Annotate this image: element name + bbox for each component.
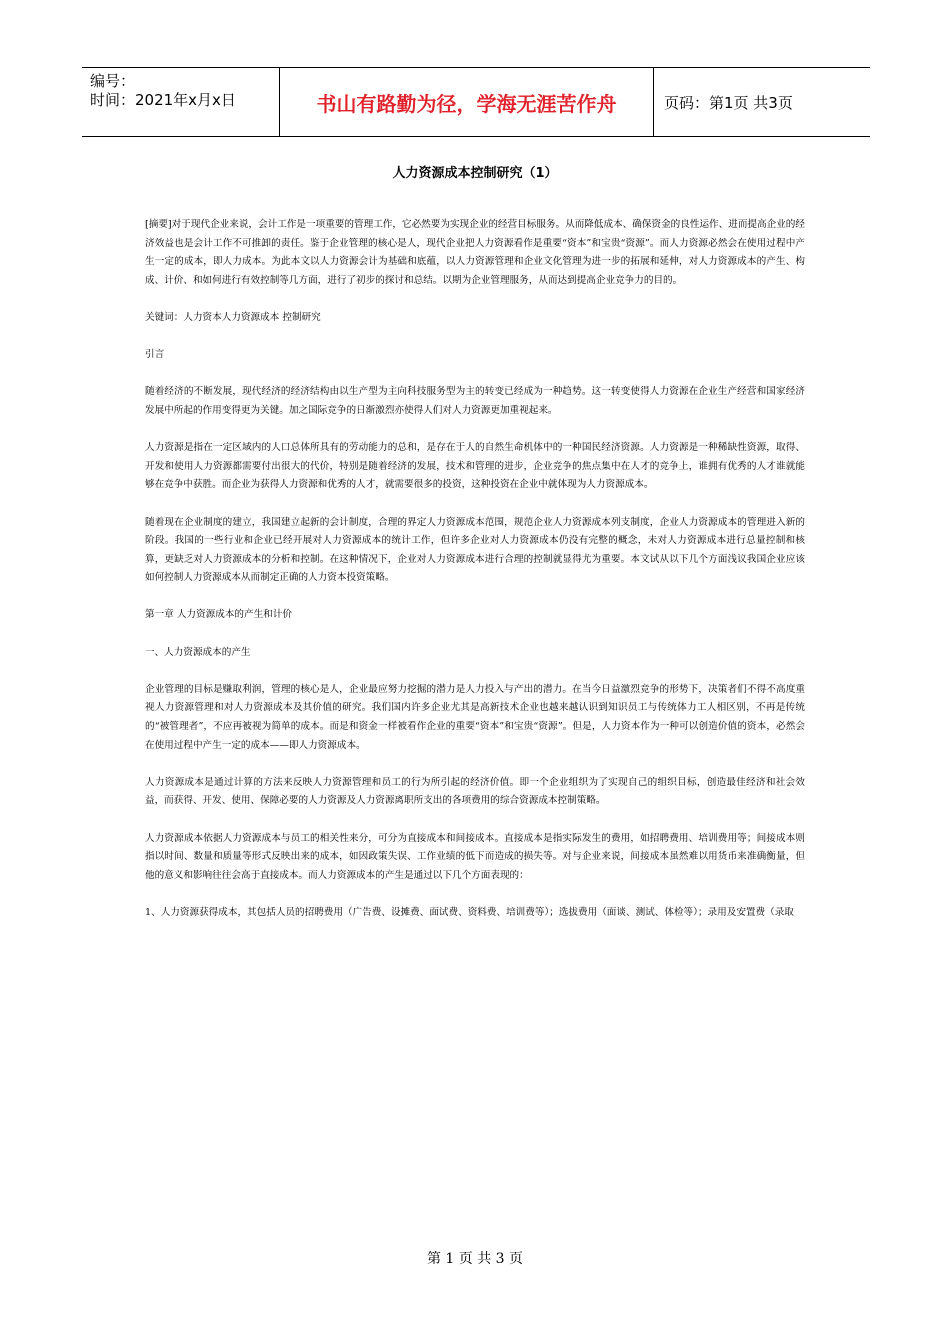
body-paragraph: 人力资源成本是通过计算的方法来反映人力资源管理和员工的行为所引起的经济价值。即一个企业组织为了实现自己的组织目标，创造最佳经济和社会效益，而获得、开发、使用、保障必要的人力资源及人力资源离职所支出的各项费用的综合资源成本控制策略。: [145, 776, 805, 807]
keywords-line: 关键词：人力资本人力资源成本 控制研究: [145, 311, 321, 323]
abstract-paragraph: [摘要]对于现代企业来说，会计工作是一项重要的管理工作，它必然要为实现企业的经营目标服务。从而降低成本、确保资金的良性运作、进而提高企业的经济效益也是会计工作不可推卸的责任。鉴于企业管理的核心是人，现代企业把人力资源看作是重要“资本”和宝贵“资源”。而人力资源必然会在使用过程中产生一定的成本，即人力成本。为此本文以人力资源会计为基础和底蕴，以人力资源管理和企业文化管理为进一步的拓展和延伸，对人力资源成本的产生、构成、计价、和如何进行有效控制等几方面，进行了初步的探讨和总结。以期为企业管理服务，从而达到提高企业竞争力的目的。: [145, 219, 805, 286]
document-date-label: 时间：2021年x月x日: [90, 91, 236, 109]
page-footer: 第 1 页 共 3 页: [426, 1251, 524, 1267]
body-paragraph: 随着经济的不断发展，现代经济的经济结构由以生产型为主向科技服务型为主的转变已经成为一种趋势。这一转变使得人力资源在企业生产经营和国家经济发展中所起的作用变得更为关键。加之国际竞争的日渐激烈亦使得人们对人力资源更加重视起来。: [145, 386, 805, 416]
body-paragraph: 人力资源成本依据人力资源成本与员工的相关性来分，可分为直接成本和间接成本。直接成本是指实际发生的费用，如招聘费用、培训费用等；间接成本则指以时间、数量和质量等形式反映出来的成本，如因政策失误、工作业绩的低下而造成的损失等。对与企业来说，间接成本虽然难以用货币来准确衡量，但他的意义和影响往往会高于直接成本。而人力资源成本的产生是通过以下几个方面表现的：: [145, 832, 805, 881]
header-meta: [82, 68, 280, 136]
document-body: [145, 216, 805, 941]
body-paragraph: 人力资源是指在一定区域内的人口总体所具有的劳动能力的总和，是存在于人的自然生命机体中的一种国民经济资源。人力资源是一种稀缺性资源，取得、开发和使用人力资源都需要付出很大的代价，特别是随着经济的发展，技术和管理的进步，企业竞争的焦点集中在人才的竞争上，谁拥有优秀的人才谁就能够在竞争中获胜。而企业为获得人力资源和优秀的人才，就需要很多的投资，这种投资在企业中就体现为人力资源成本。: [145, 442, 805, 491]
body-paragraph: 企业管理的目标是赚取利润，管理的核心是人，企业最应努力挖掘的潜力是人力投入与产出的潜力。在当今日益激烈竞争的形势下，决策者们不得不高度重视人力资源管理和对人力资源成本及其价值的研究。我们国内许多企业尤其是高新技术企业也越来越认识到知识员工与传统体力工人相区别，不再是传统的“被管理者”，不应再被视为简单的成本。而是和资金一样被看作企业的重要“资本”和宝贵“资源”。但是，人力资本作为一种可以创造价值的资本，必然会在使用过程中产生一定的成本——即人力资源成本。: [145, 683, 805, 751]
header-page-info: 页码：第1页 共3页: [664, 93, 793, 112]
page-header: [82, 67, 870, 137]
body-paragraph: 随着现在企业制度的建立，我国建立起新的会计制度，合理的界定人力资源成本范围，规范企业人力资源成本列支制度，企业人力资源成本的管理进入新的阶段。我国的一些行业和企业已经开展对人力资源成本的统计工作，但许多企业对人力资源成本仍没有完整的概念，未对人力资源成本进行总量控制和核算，更缺乏对人力资源成本的分析和控制。在这种情况下，企业对人力资源成本进行合理的控制就显得尤为重要。本文试从以下几个方面浅议我国企业应该如何控制人力资源成本从而制定正确的人力资本投资策略。: [145, 516, 805, 584]
section-heading: 一、人力资源成本的产生: [145, 646, 251, 658]
chapter-heading: 第一章 人力资源成本的产生和计价: [145, 609, 292, 621]
section-heading: 引言: [145, 349, 165, 361]
body-paragraph: 1、人力资源获得成本，其包括人员的招聘费用（广告费、设摊费、面试费、资料费、培训费等）；选拔费用（面谈、测试、体检等）；录用及安置费（录取: [145, 906, 794, 918]
document-number-label: 编号：: [90, 72, 136, 90]
document-title: 人力资源成本控制研究（1）: [392, 166, 558, 181]
header-motto: 书山有路勤为径，学海无涯苦作舟: [280, 68, 654, 136]
